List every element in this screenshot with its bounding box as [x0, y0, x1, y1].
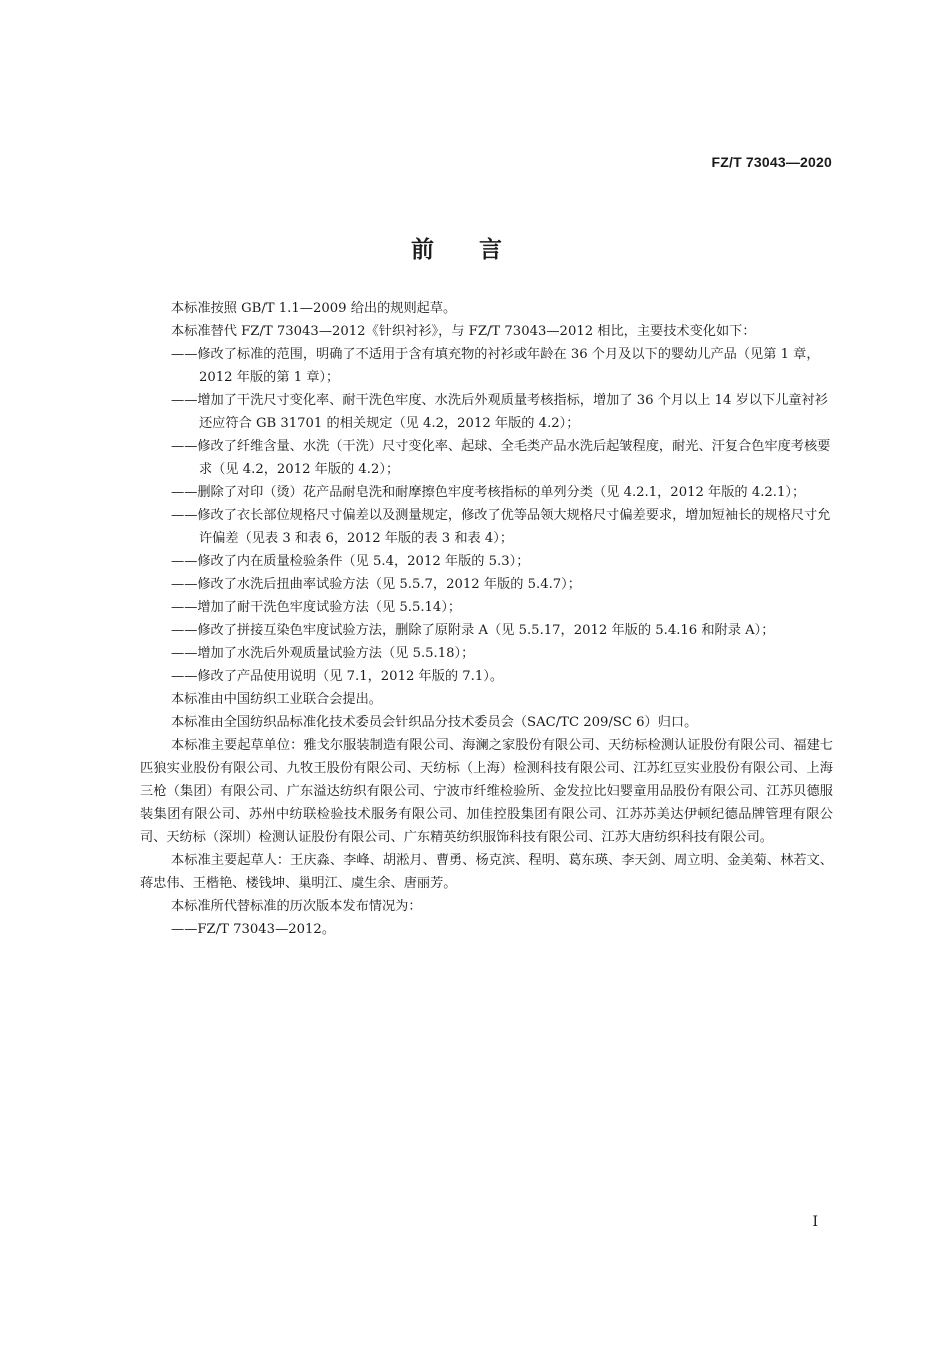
paragraph-drafters: 本标准主要起草人：王庆淼、李峰、胡淞月、曹勇、杨克滨、程明、葛东瑛、李天剑、周立明、金美菊、林若文、蒋忠伟、王楷艳、楼钱坤、巢明江、虞生余、唐丽芳。: [140, 853, 833, 891]
change-item: ——增加了耐干洗色牢度试验方法（见 5.5.14）；: [171, 600, 462, 615]
change-item: ——修改了水洗后扭曲率试验方法（见 5.5.7，2012 年版的 5.4.7）；: [171, 577, 581, 592]
change-item: ——删除了对印（烫）花产品耐皂洗和耐摩擦色牢度考核指标的单列分类（见 4.2.1，2012 年版的 4.2.1）；: [171, 485, 806, 500]
change-item: ——增加了水洗后外观质量试验方法（见 5.5.18）；: [171, 646, 475, 661]
paragraph-proposer: 本标准由中国纺织工业联合会提出。: [171, 692, 382, 707]
change-item: ——修改了标准的范围，明确了不适用于含有填充物的衬衫或年龄在 36 个月及以下的婴幼儿产品（见第 1 章，2012 年版的第 1 章）；: [171, 347, 820, 385]
change-item: ——修改了纤维含量、水洗（干洗）尺寸变化率、起球、全毛类产品水洗后起皱程度，耐光、汗复合色牢度考核要求（见 4.2，2012 年版的 4.2）；: [171, 439, 831, 477]
change-item: ——修改了内在质量检验条件（见 5.4，2012 年版的 5.3）；: [171, 554, 530, 569]
paragraph-replacement: 本标准替代 FZ/T 73043—2012《针织衬衫》，与 FZ/T 73043—2012 相比，主要技术变化如下：: [171, 324, 756, 339]
paragraph-drafting-units: 本标准主要起草单位：雅戈尔服装制造有限公司、海澜之家股份有限公司、天纺标检测认证股份有限公司、福建七匹狼实业股份有限公司、九牧王股份有限公司、天纺标（上海）检测科技有限公司、江苏红豆实业股份有限公司、上海三枪（集团）有限公司、广东溢达纺织有限公司、宁波市纤维检验所、金发拉比妇婴童用品股份有限公司、江苏贝德服装集团有限公司、苏州中纺联检验技术服务有限公司、加佳控股集团有限公司、江苏苏美达伊顿纪德品牌管理有限公司、天纺标（深圳）检测认证股份有限公司、广东精英纺织服饰科技有限公司、江苏大唐纺织科技有限公司。: [140, 738, 833, 845]
change-item: ——增加了干洗尺寸变化率、耐干洗色牢度、水洗后外观质量考核指标，增加了 36 个月以上 14 岁以下儿童衬衫还应符合 GB 31701 的相关规定（见 4.2，2012 年版的 4.2）；: [171, 393, 828, 431]
paragraph-history-version: ——FZ/T 73043—2012。: [171, 922, 336, 937]
foreword-body: [140, 297, 833, 941]
page-title: 前言: [411, 237, 547, 263]
change-item: ——修改了拼接互染色牢度试验方法，删除了原附录 A（见 5.5.17，2012 年版的 5.4.16 和附录 A）；: [171, 623, 775, 638]
change-item: ——修改了产品使用说明（见 7.1，2012 年版的 7.1）。: [171, 669, 504, 684]
paragraph-committee: 本标准由全国纺织品标准化技术委员会针织品分技术委员会（SAC/TC 209/SC 6）归口。: [171, 715, 698, 730]
standard-number: FZ/T 73043—2020: [711, 154, 832, 170]
paragraph-history: 本标准所代替标准的历次版本发布情况为：: [171, 899, 422, 914]
change-item: ——修改了衣长部位规格尺寸偏差以及测量规定，修改了优等品领大规格尺寸偏差要求，增加短袖长的规格尺寸允许偏差（见表 3 和表 6，2012 年版的表 3 和表 4）；: [171, 508, 831, 546]
paragraph-drafting-rules: 本标准按照 GB/T 1.1—2009 给出的规则起草。: [171, 301, 457, 316]
page-number: I: [812, 1214, 818, 1230]
